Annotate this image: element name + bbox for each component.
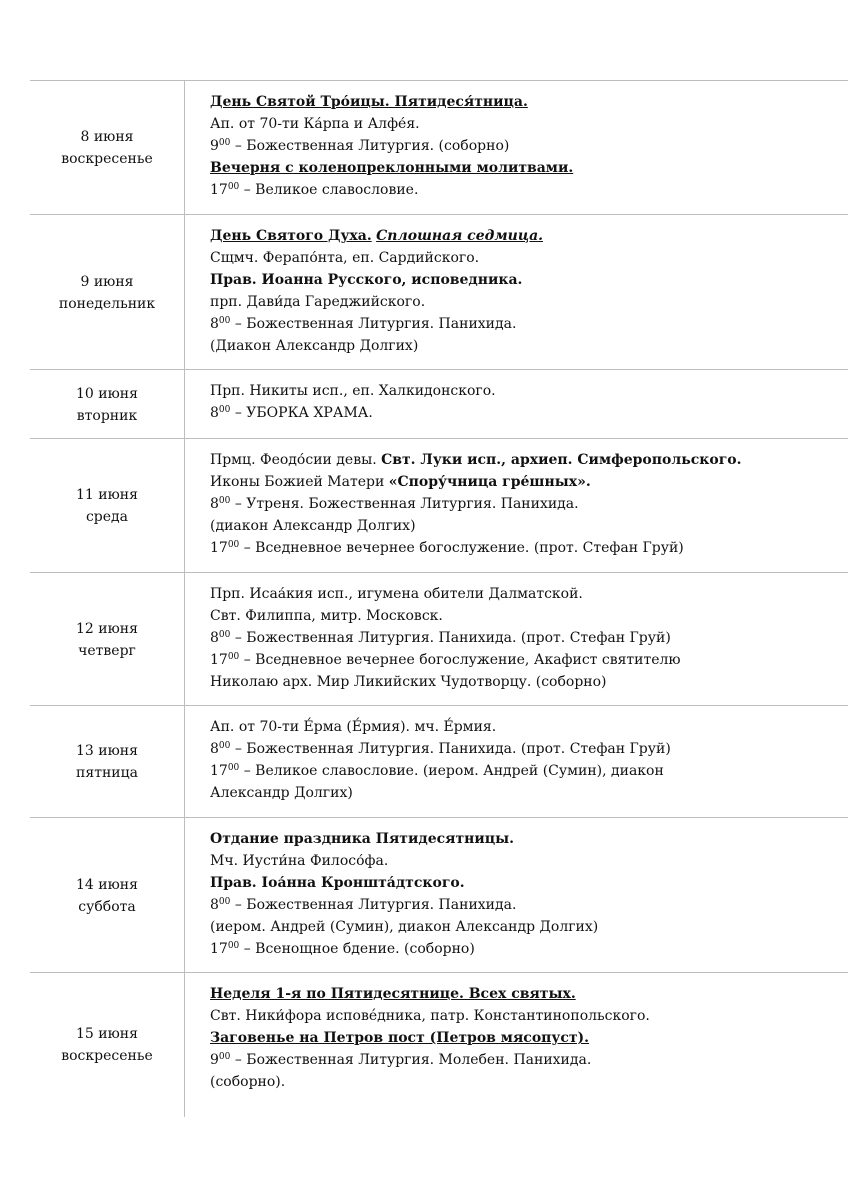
- service-text: 17: [210, 540, 228, 556]
- service-text: Свт. Ники́фора исповéдника, патр. Константинопольского.: [210, 1008, 650, 1024]
- services-cell: [210, 91, 848, 201]
- service-text: Свт. Луки исп., архиеп. Симферопольского.: [381, 452, 742, 468]
- service-text: – Божественная Литургия. Панихида.: [230, 897, 517, 913]
- service-line: [210, 782, 848, 804]
- date-label: 11 июня: [76, 487, 138, 503]
- services-cell: [210, 449, 848, 559]
- service-text: 8: [210, 741, 219, 757]
- service-text: прп. Дави́да Гареджийского.: [210, 294, 426, 310]
- service-text: – Божественная Литургия. (соборно): [230, 138, 510, 154]
- service-line: [210, 760, 848, 782]
- service-text: (диакон Александр Долгих): [210, 518, 416, 534]
- column-divider: [184, 370, 185, 439]
- service-line: [210, 738, 848, 760]
- weekday-label: суббота: [78, 898, 136, 915]
- service-line: [210, 402, 848, 424]
- service-text: – Вседневное вечернее богослужение, Акафист святителю: [239, 652, 681, 668]
- column-divider: [184, 573, 185, 706]
- schedule-row: [30, 438, 848, 573]
- service-text: 17: [210, 763, 228, 779]
- service-line: [210, 716, 848, 738]
- service-text: Прмц. Феодо́сии девы.: [210, 452, 382, 468]
- weekday-label: понедельник: [58, 295, 156, 312]
- time-minutes: 00: [218, 316, 231, 326]
- service-text: (иером. Андрей (Сумин), диакон Александр Долгих): [210, 919, 599, 935]
- time-minutes: 00: [218, 1052, 231, 1062]
- service-line: [210, 113, 848, 135]
- date-cell: [30, 973, 184, 1117]
- service-line: [210, 225, 848, 247]
- service-line: [210, 605, 848, 627]
- service-line: [210, 291, 848, 313]
- service-line: [210, 493, 848, 515]
- service-line: [210, 380, 848, 402]
- service-text: 17: [210, 652, 228, 668]
- service-line: [210, 313, 848, 335]
- weekday-label: воскресенье: [61, 1048, 153, 1064]
- service-text: – Божественная Литургия. Панихида.: [230, 316, 517, 332]
- date-cell: [30, 706, 184, 818]
- service-text: – Божественная Литургия. Молебен. Панихида.: [230, 1052, 592, 1068]
- date-cell: [30, 81, 184, 215]
- service-line: [210, 157, 848, 179]
- service-line: [210, 828, 848, 850]
- services-cell: [210, 583, 848, 693]
- service-text: – Утреня. Божественная Литургия. Панихида.: [230, 496, 579, 512]
- schedule-row: [30, 572, 848, 706]
- service-text: – Великое славословие.: [239, 182, 419, 198]
- service-line: [210, 1071, 848, 1093]
- service-text: 8: [210, 630, 219, 646]
- column-divider: [184, 439, 185, 573]
- date-cell: [30, 370, 184, 439]
- service-text: 8: [210, 897, 219, 913]
- service-text: Мч. Иусти́на Филосо́фа.: [210, 853, 389, 869]
- time-minutes: 00: [227, 540, 240, 550]
- service-text: Иконы Божией Матери: [210, 474, 389, 490]
- service-line: [210, 247, 848, 269]
- service-text: Отдание праздника Пятидесятницы.: [210, 831, 515, 847]
- service-text: 17: [210, 182, 228, 198]
- time-minutes: 00: [227, 941, 240, 951]
- services-cell: [210, 828, 848, 960]
- time-minutes: 00: [218, 741, 231, 751]
- column-divider: [184, 81, 185, 215]
- service-text: 9: [210, 138, 219, 154]
- service-text: (Диакон Александр Долгих): [210, 338, 419, 354]
- weekday-label: четверг: [78, 642, 136, 659]
- schedule-row: [30, 972, 848, 1117]
- service-text: – Вседневное вечернее богослужение. (прот. Стефан Груй): [239, 540, 684, 556]
- date-label: 8 июня: [80, 129, 134, 145]
- time-minutes: 00: [218, 897, 231, 907]
- service-text: Прав. Иоанна Русского, исповедника.: [210, 272, 523, 288]
- schedule-row: [30, 80, 848, 215]
- service-text: 9: [210, 1052, 219, 1068]
- schedule-row: [30, 214, 848, 370]
- weekday-label: вторник: [76, 407, 138, 424]
- service-text: Вечерня с коленопреклонными молитвами.: [210, 160, 574, 176]
- service-text: Ап. от 70-ти Е́рма (Е́рмия). мч. Е́рмия.: [210, 719, 497, 735]
- services-cell: [210, 716, 848, 804]
- time-minutes: 00: [218, 405, 231, 415]
- schedule-row: [30, 817, 848, 973]
- service-text: Сплошная седмица.: [376, 228, 544, 244]
- service-line: [210, 269, 848, 291]
- weekday-label: воскресенье: [61, 151, 153, 167]
- schedule-row: [30, 369, 848, 439]
- service-line: [210, 671, 848, 693]
- time-minutes: 00: [218, 630, 231, 640]
- column-divider: [184, 215, 185, 370]
- service-line: [210, 471, 848, 493]
- service-line: [210, 916, 848, 938]
- weekday-label: среда: [85, 509, 129, 525]
- service-text: – УБОРКА ХРАМА.: [230, 405, 373, 421]
- service-text: Ап. от 70-ти Ка́рпа и Алфе́я.: [210, 116, 420, 132]
- services-cell: [210, 983, 848, 1093]
- service-line: [210, 850, 848, 872]
- service-text: 17: [210, 941, 228, 957]
- service-line: [210, 872, 848, 894]
- service-text: 8: [210, 496, 219, 512]
- service-line: [210, 335, 848, 357]
- service-text: – Великое славословие. (иером. Андрей (Сумин), диакон: [239, 763, 664, 779]
- services-cell: [210, 380, 848, 424]
- date-label: 13 июня: [76, 743, 138, 759]
- column-divider: [184, 706, 185, 818]
- date-cell: [30, 215, 184, 370]
- service-text: «Спору́чница гре́шных».: [388, 474, 591, 490]
- date-label: 14 июня: [76, 876, 138, 893]
- service-text: Заговенье на Петров пост (Петров мясопуст).: [210, 1030, 590, 1046]
- time-minutes: 00: [218, 138, 231, 148]
- service-line: [210, 179, 848, 201]
- time-minutes: 00: [227, 652, 240, 662]
- service-text: Прп. Никиты исп., еп. Халкидонского.: [210, 383, 496, 399]
- column-divider: [184, 973, 185, 1117]
- service-line: [210, 449, 848, 471]
- service-text: Неделя 1-я по Пятидесятнице. Всех святых.: [210, 986, 576, 1002]
- weekday-label: пятница: [76, 765, 138, 781]
- service-text: – Божественная Литургия. Панихида. (прот. Стефан Груй): [230, 630, 671, 646]
- services-cell: [210, 225, 848, 357]
- date-cell: [30, 439, 184, 573]
- service-line: [210, 649, 848, 671]
- service-line: [210, 894, 848, 916]
- date-cell: [30, 818, 184, 973]
- time-minutes: 00: [227, 763, 240, 773]
- service-line: [210, 938, 848, 960]
- date-label: 15 июня: [76, 1026, 138, 1042]
- time-minutes: 00: [227, 182, 240, 192]
- date-cell: [30, 573, 184, 706]
- service-text: 8: [210, 405, 219, 421]
- service-line: [210, 983, 848, 1005]
- service-text: – Всенощное бдение. (соборно): [239, 941, 475, 957]
- date-label: 9 июня: [80, 273, 134, 290]
- service-line: [210, 1005, 848, 1027]
- service-text: Сщмч. Ферапо́нта, еп. Сардийского.: [210, 250, 480, 266]
- service-line: [210, 91, 848, 113]
- service-text: Николаю арх. Мир Ликийских Чудотворцу. (соборно): [210, 674, 607, 690]
- service-text: День Святого Духа.: [210, 228, 372, 244]
- service-text: Александр Долгих): [210, 785, 353, 801]
- service-text: 8: [210, 316, 219, 332]
- service-text: Свт. Филиппа, митр. Московск.: [210, 608, 443, 624]
- service-text: – Божественная Литургия. Панихида. (прот. Стефан Груй): [230, 741, 671, 757]
- service-line: [210, 515, 848, 537]
- service-text: День Святой Тро́ицы. Пятидеся́тница.: [210, 94, 528, 110]
- service-text: Прп. Исаа́кия исп., игумена обители Далматской.: [210, 586, 583, 602]
- column-divider: [184, 818, 185, 973]
- service-line: [210, 135, 848, 157]
- time-minutes: 00: [218, 496, 231, 506]
- date-label: 12 июня: [76, 620, 138, 637]
- date-label: 10 июня: [76, 385, 138, 402]
- service-text: (соборно).: [210, 1074, 286, 1090]
- service-line: [210, 537, 848, 559]
- service-line: [210, 627, 848, 649]
- service-text: Прав. Ioа́нна Кроншта́дтского.: [210, 875, 465, 891]
- service-line: [210, 583, 848, 605]
- service-line: [210, 1049, 848, 1071]
- service-line: [210, 1027, 848, 1049]
- schedule-row: [30, 705, 848, 818]
